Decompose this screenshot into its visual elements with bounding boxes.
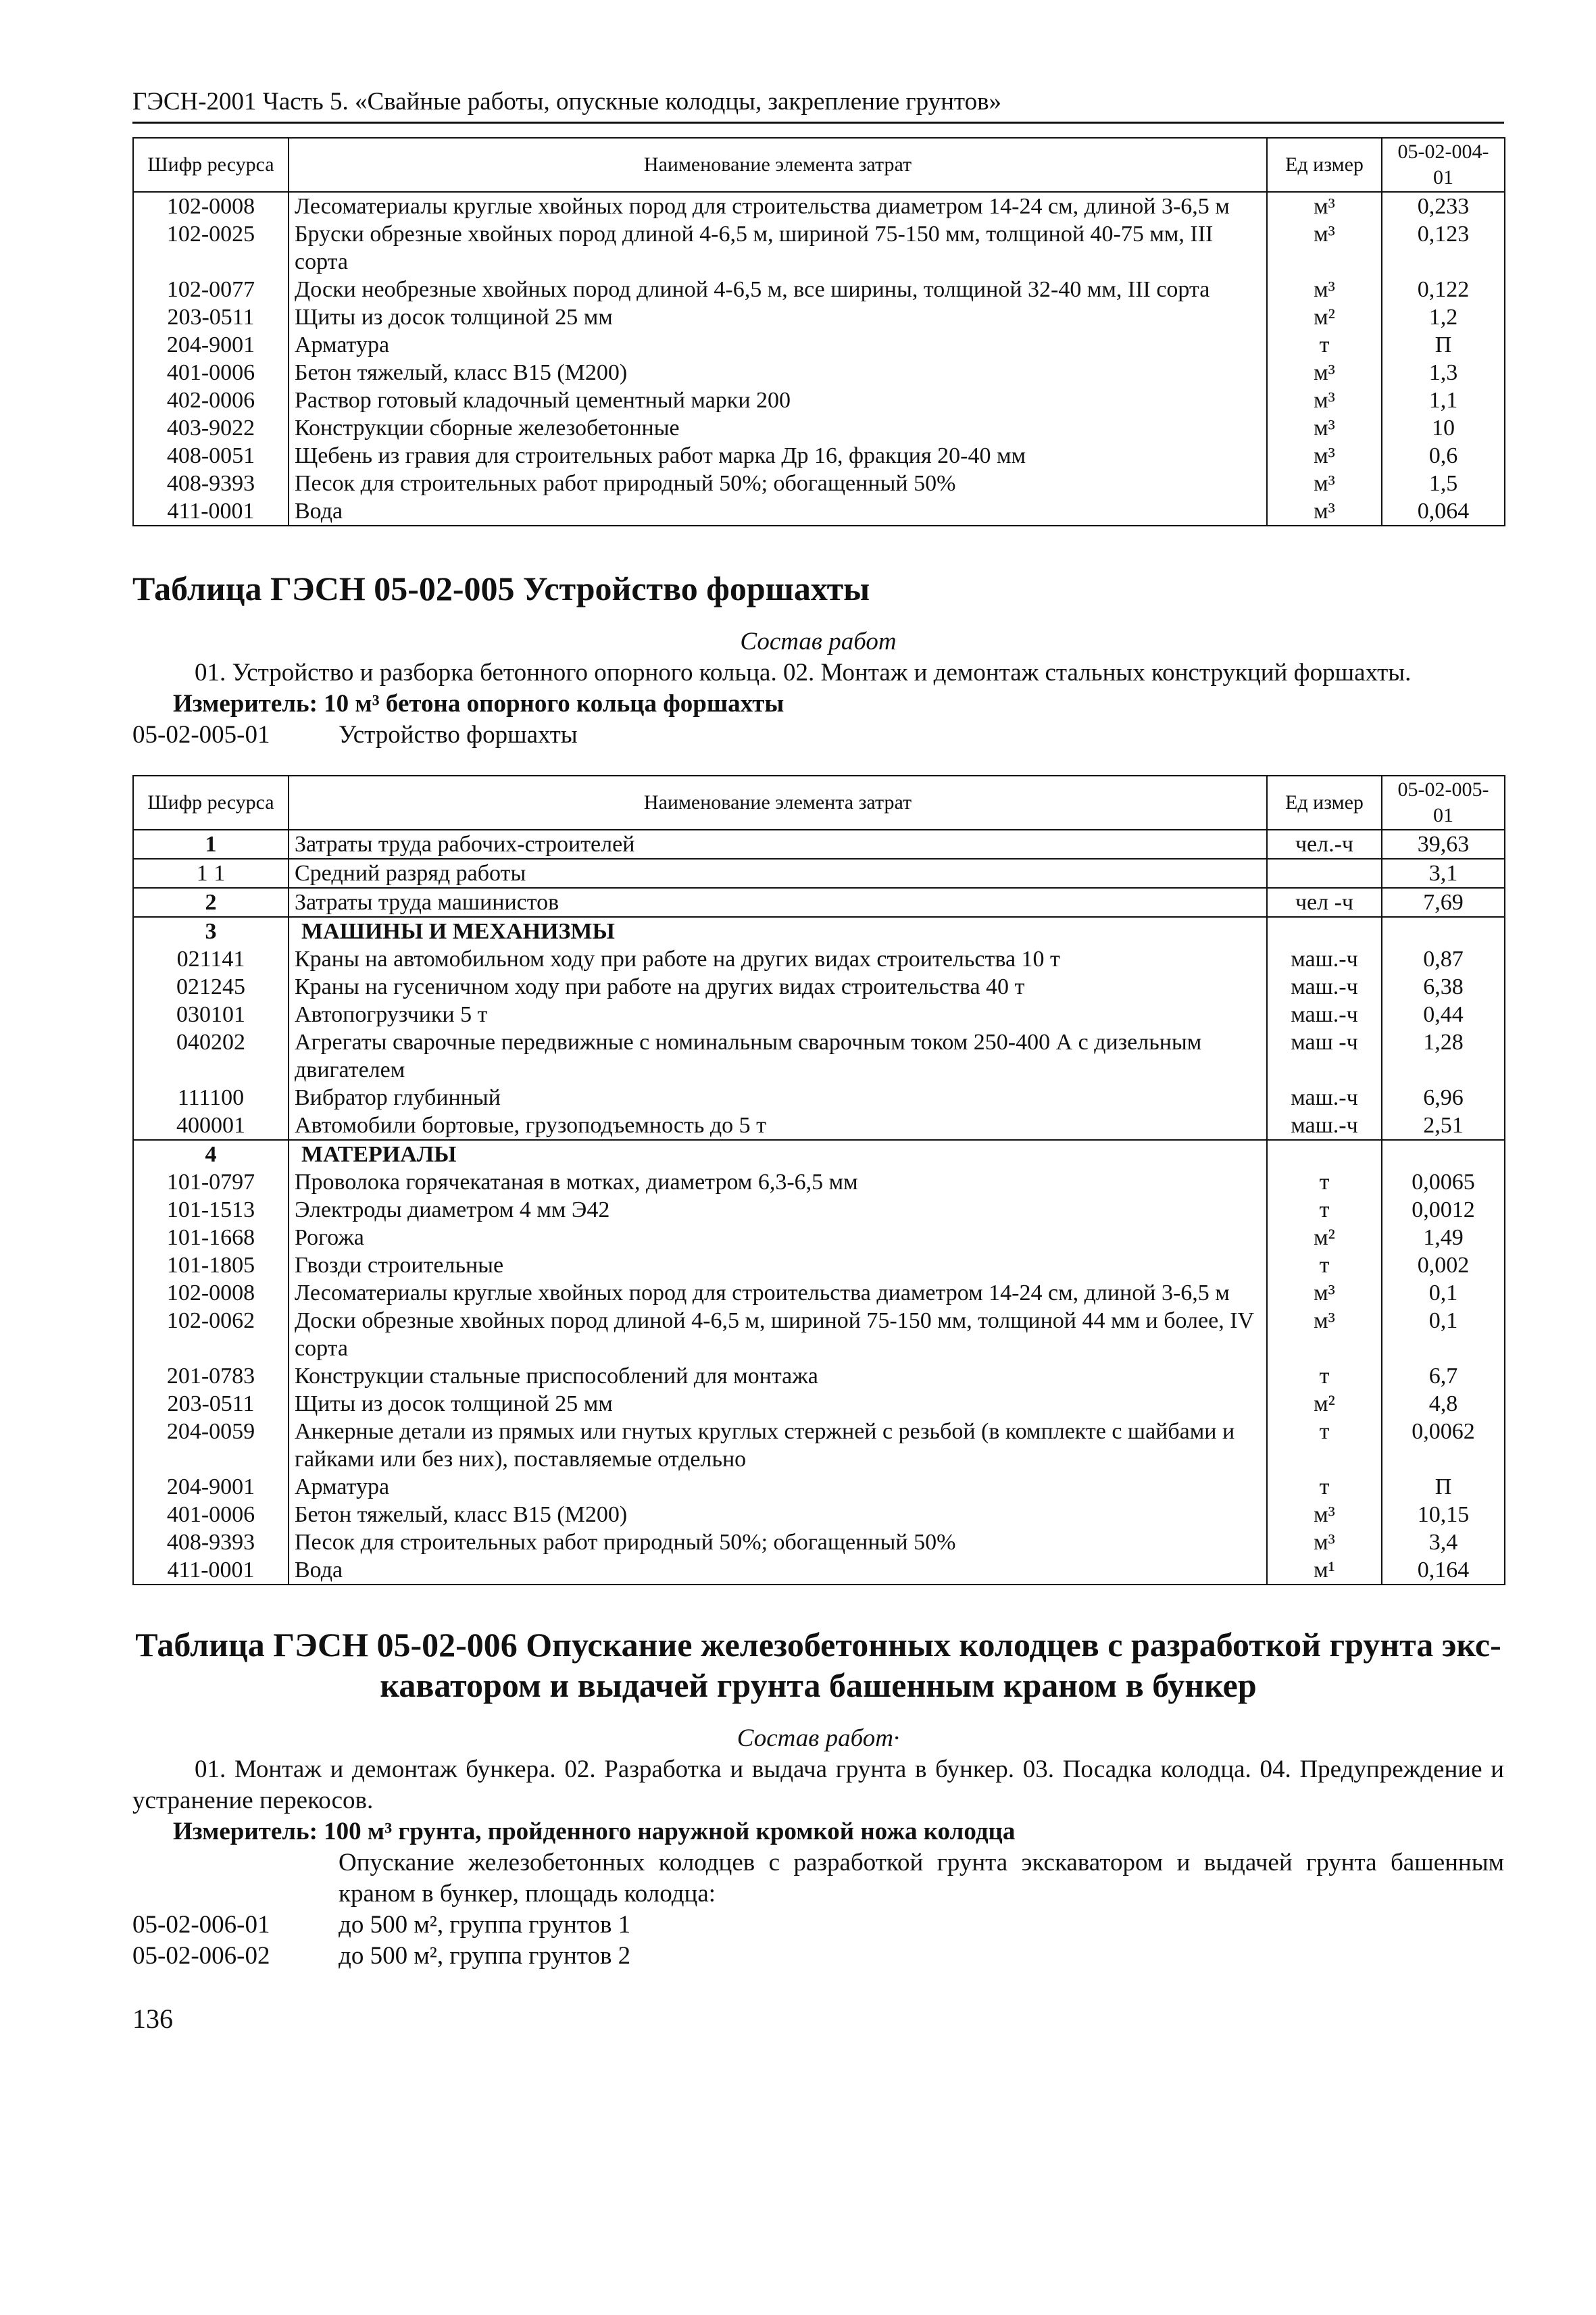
cell-unit: м³: [1267, 192, 1382, 220]
cell-name: Анкерные детали из прямых или гнутых круглых стержней с резьбой (в комплекте с шайбами и гайками или без них), поставляемые отдельно: [289, 1418, 1267, 1473]
cell-unit: м³: [1267, 470, 1382, 497]
cell-code: 021141: [133, 945, 289, 973]
measure-label: Измеритель:: [173, 1818, 318, 1845]
work-composition-label: Состав работ·: [737, 1724, 900, 1752]
cell-unit: т: [1267, 1418, 1382, 1473]
cell-value: 0,002: [1382, 1251, 1505, 1279]
cell-unit: м²: [1267, 303, 1382, 331]
cell-name: Доски необрезные хвойных пород длиной 4-6,5 м, все ширины, толщиной 32-40 мм, III сорта: [289, 276, 1267, 303]
cell-name: Раствор готовый кладочный цементный марки 200: [289, 387, 1267, 414]
measure-line: [132, 1816, 1504, 1847]
cell-unit: м³: [1267, 497, 1382, 526]
cell-value: 0,1: [1382, 1279, 1505, 1307]
cell-unit: м³: [1267, 414, 1382, 442]
cell-value: [1382, 1140, 1505, 1168]
cell-name: Доски обрезные хвойных пород длиной 4-6,5 м, шириной 75-150 мм, толщиной 44 мм и более, IV сорта: [289, 1307, 1267, 1362]
cell-value: 0,1: [1382, 1307, 1505, 1362]
cell-value: 1,5: [1382, 470, 1505, 497]
cell-code: 411-0001: [133, 497, 289, 526]
header-code: Шифр ресурса: [133, 138, 289, 192]
table-row: [133, 1307, 1505, 1362]
cell-value: 0,164: [1382, 1556, 1505, 1585]
table-row: [133, 1084, 1505, 1112]
cell-code: 102-0062: [133, 1307, 289, 1362]
cell-code: 204-9001: [133, 331, 289, 359]
cell-code: 102-0008: [133, 192, 289, 220]
table-row: [133, 1528, 1505, 1556]
cell-code: 111100: [133, 1084, 289, 1112]
table-row: [133, 973, 1505, 1001]
norm-name: Устройство форшахты: [339, 721, 578, 749]
cell-unit: м³: [1267, 220, 1382, 276]
cell-unit: маш.-ч: [1267, 945, 1382, 973]
norm-line: [132, 1910, 1504, 1941]
cell-unit: маш.-ч: [1267, 1112, 1382, 1140]
cell-value: П: [1382, 1473, 1505, 1501]
header-name: Наименование элемента затрат: [289, 138, 1267, 192]
work-composition-text: 01. Устройство и разборка бетонного опорного кольца. 02. Монтаж и демонтаж стальных конструкций форшахты.: [195, 659, 1412, 687]
cell-value: 7,69: [1382, 888, 1505, 917]
measure-text: 10 м³ бетона опорного кольца форшахты: [324, 690, 784, 718]
cell-unit: чел -ч: [1267, 888, 1382, 917]
cell-code: 101-1668: [133, 1224, 289, 1251]
table-row: [133, 1279, 1505, 1307]
cell-name: МАТЕРИАЛЫ: [289, 1140, 1267, 1168]
cell-value: П: [1382, 331, 1505, 359]
cell-value: [1382, 917, 1505, 945]
cell-value: 1,2: [1382, 303, 1505, 331]
cell-name: Конструкции сборные железобетонные: [289, 414, 1267, 442]
cell-name: Щиты из досок толщиной 25 мм: [289, 1390, 1267, 1418]
cell-name: Арматура: [289, 1473, 1267, 1501]
cell-value: 1,1: [1382, 387, 1505, 414]
table-row: [133, 1001, 1505, 1028]
table-row: [133, 1224, 1505, 1251]
cell-value: 6,96: [1382, 1084, 1505, 1112]
cell-unit: т: [1267, 1473, 1382, 1501]
cell-code: 408-9393: [133, 470, 289, 497]
table-row: [133, 1140, 1505, 1168]
header-name: Наименование элемента затрат: [289, 776, 1267, 830]
cell-code: 3: [133, 917, 289, 945]
cell-code: 402-0006: [133, 387, 289, 414]
header-code: Шифр ресурса: [133, 776, 289, 830]
cell-unit: маш -ч: [1267, 1028, 1382, 1084]
norm-code: 05-02-006-01: [132, 1911, 270, 1939]
cell-value: 10: [1382, 414, 1505, 442]
page-number: 136: [132, 2003, 173, 2034]
cell-value: 2,51: [1382, 1112, 1505, 1140]
header-unit: Ед измер: [1267, 138, 1382, 192]
cell-name: Бетон тяжелый, класс В15 (М200): [289, 359, 1267, 387]
table-row: [133, 1168, 1505, 1196]
table-row: [133, 1196, 1505, 1224]
norm-code: 05-02-005-01: [132, 721, 270, 749]
cell-value: 0,0065: [1382, 1168, 1505, 1196]
section-title-006-line2: каватором и выдачей грунта башенным краном в бункер: [380, 1666, 1257, 1704]
norm-name: до 500 м², группа грунтов 1: [339, 1911, 631, 1939]
cell-code: 411-0001: [133, 1556, 289, 1585]
table-row: [133, 470, 1505, 497]
cell-unit: т: [1267, 1362, 1382, 1390]
header-norm-code: 05-02-005-01: [1382, 776, 1505, 830]
cell-name: Конструкции стальные приспособлений для монтажа: [289, 1362, 1267, 1390]
table-row: [133, 859, 1505, 888]
cell-unit: маш.-ч: [1267, 1001, 1382, 1028]
cell-value: 0,0062: [1382, 1418, 1505, 1473]
cell-unit: чел.-ч: [1267, 830, 1382, 859]
cell-name: Лесоматериалы круглые хвойных пород для строительства диаметром 14-24 см, длиной 3-6,5 м: [289, 1279, 1267, 1307]
cell-value: 3,1: [1382, 859, 1505, 888]
work-composition-text: 01. Монтаж и демонтаж бункера. 02. Разработка и выдача грунта в бункер. 03. Посадка колодца. 04. Предупреждение и устранение перекосов.: [132, 1756, 1504, 1814]
norm-line: [132, 1941, 1504, 1972]
cell-code: 102-0077: [133, 276, 289, 303]
cell-value: 10,15: [1382, 1501, 1505, 1528]
cell-name: Краны на гусеничном ходу при работе на других видах строительства 40 т: [289, 973, 1267, 1001]
cell-name: МАШИНЫ И МЕХАНИЗМЫ: [289, 917, 1267, 945]
resource-table-05-02-004: [132, 137, 1505, 526]
norm-description: Опускание железобетонных колодцев с разработкой грунта экскаватором и выдачей грунта башенным краном в бункер, площадь колодца:: [339, 1849, 1504, 1908]
table-row: [133, 414, 1505, 442]
cell-code: 403-9022: [133, 414, 289, 442]
table-row: [133, 303, 1505, 331]
cell-unit: м²: [1267, 1224, 1382, 1251]
table-row: [133, 1390, 1505, 1418]
cell-name: Рогожа: [289, 1224, 1267, 1251]
cell-unit: т: [1267, 1251, 1382, 1279]
work-composition-label: Состав работ: [740, 628, 897, 655]
table-row: [133, 359, 1505, 387]
cell-value: 0,44: [1382, 1001, 1505, 1028]
cell-value: 0,87: [1382, 945, 1505, 973]
table-row: [133, 917, 1505, 945]
cell-name: Щебень из гравия для строительных работ марка Др 16, фракция 20-40 мм: [289, 442, 1267, 470]
cell-name: Лесоматериалы круглые хвойных пород для строительства диаметром 14-24 см, длиной 3-6,5 м: [289, 192, 1267, 220]
cell-value: 0,0012: [1382, 1196, 1505, 1224]
cell-code: 2: [133, 888, 289, 917]
table-row: [133, 830, 1505, 859]
table-body: [133, 830, 1505, 1585]
cell-name: Проволока горячекатаная в мотках, диаметром 6,3-6,5 мм: [289, 1168, 1267, 1196]
table-row: [133, 1556, 1505, 1585]
cell-name: Песок для строительных работ природный 50%; обогащенный 50%: [289, 1528, 1267, 1556]
cell-value: 0,233: [1382, 192, 1505, 220]
cell-unit: м³: [1267, 1279, 1382, 1307]
table-row: [133, 497, 1505, 526]
cell-name: Вода: [289, 497, 1267, 526]
cell-name: Затраты труда машинистов: [289, 888, 1267, 917]
cell-code: 408-0051: [133, 442, 289, 470]
cell-value: 0,064: [1382, 497, 1505, 526]
cell-name: Щиты из досок толщиной 25 мм: [289, 303, 1267, 331]
cell-value: 0,6: [1382, 442, 1505, 470]
table-row: [133, 1418, 1505, 1473]
cell-unit: маш.-ч: [1267, 1084, 1382, 1112]
cell-unit: м¹: [1267, 1556, 1382, 1585]
table-row: [133, 220, 1505, 276]
section-title-006-line1: Таблица ГЭСН 05-02-006 Опускание железобетонных колодцев с разработкой грунта экс-: [135, 1626, 1501, 1664]
table-row: [133, 1473, 1505, 1501]
cell-unit: м³: [1267, 1307, 1382, 1362]
cell-unit: м³: [1267, 387, 1382, 414]
cell-code: 204-0059: [133, 1418, 289, 1473]
cell-name: Арматура: [289, 331, 1267, 359]
measure-label: Измеритель:: [173, 690, 318, 718]
cell-value: 4,8: [1382, 1390, 1505, 1418]
norm-line: [132, 720, 1504, 751]
cell-value: 1,49: [1382, 1224, 1505, 1251]
cell-code: 101-0797: [133, 1168, 289, 1196]
cell-unit: маш.-ч: [1267, 973, 1382, 1001]
cell-unit: т: [1267, 331, 1382, 359]
cell-code: 401-0006: [133, 359, 289, 387]
cell-code: 400001: [133, 1112, 289, 1140]
cell-name: Гвозди строительные: [289, 1251, 1267, 1279]
cell-unit: м³: [1267, 359, 1382, 387]
cell-code: 201-0783: [133, 1362, 289, 1390]
cell-unit: [1267, 859, 1382, 888]
resource-table-05-02-005: [132, 775, 1505, 1585]
table-row: [133, 1028, 1505, 1084]
header-unit: Ед измер: [1267, 776, 1382, 830]
cell-value: 1,3: [1382, 359, 1505, 387]
cell-value: 3,4: [1382, 1528, 1505, 1556]
cell-name: Затраты труда рабочих-строителей: [289, 830, 1267, 859]
cell-code: 040202: [133, 1028, 289, 1084]
cell-unit: м³: [1267, 276, 1382, 303]
cell-name: Песок для строительных работ природный 50%; обогащенный 50%: [289, 470, 1267, 497]
cell-unit: м²: [1267, 1390, 1382, 1418]
measure-line: [132, 689, 1504, 720]
table-row: [133, 1112, 1505, 1140]
cell-code: 102-0008: [133, 1279, 289, 1307]
section-title-006: [132, 1624, 1504, 1706]
cell-name: Агрегаты сварочные передвижные с номинальным сварочным током 250-400 А с дизельным двигателем: [289, 1028, 1267, 1084]
cell-code: 204-9001: [133, 1473, 289, 1501]
cell-value: 39,63: [1382, 830, 1505, 859]
running-header: ГЭСН-2001 Часть 5. «Свайные работы, опускные колодцы, закрепление грунтов»: [132, 86, 1504, 124]
cell-code: 203-0511: [133, 303, 289, 331]
cell-code: 408-9393: [133, 1528, 289, 1556]
cell-name: Электроды диаметром 4 мм Э42: [289, 1196, 1267, 1224]
header-norm-code: 05-02-004-01: [1382, 138, 1505, 192]
norm-name: до 500 м², группа грунтов 2: [339, 1942, 631, 1970]
table-row: [133, 1251, 1505, 1279]
cell-unit: т: [1267, 1168, 1382, 1196]
cell-name: Средний разряд работы: [289, 859, 1267, 888]
cell-value: 1,28: [1382, 1028, 1505, 1084]
cell-unit: м³: [1267, 442, 1382, 470]
cell-name: Автопогрузчики 5 т: [289, 1001, 1267, 1028]
cell-code: 101-1805: [133, 1251, 289, 1279]
cell-value: 0,122: [1382, 276, 1505, 303]
cell-code: 203-0511: [133, 1390, 289, 1418]
table-body: [133, 192, 1505, 526]
cell-unit: м³: [1267, 1528, 1382, 1556]
cell-unit: м³: [1267, 1501, 1382, 1528]
cell-unit: [1267, 1140, 1382, 1168]
cell-code: 101-1513: [133, 1196, 289, 1224]
document-page: [132, 86, 1504, 2035]
cell-unit: т: [1267, 1196, 1382, 1224]
cell-code: 102-0025: [133, 220, 289, 276]
cell-name: Бруски обрезные хвойных пород длиной 4-6,5 м, шириной 75-150 мм, толщиной 40-75 мм, III сорта: [289, 220, 1267, 276]
cell-name: Бетон тяжелый, класс В15 (М200): [289, 1501, 1267, 1528]
cell-code: 1: [133, 830, 289, 859]
norm-code: 05-02-006-02: [132, 1942, 270, 1970]
cell-name: Вода: [289, 1556, 1267, 1585]
table-row: [133, 888, 1505, 917]
cell-code: 030101: [133, 1001, 289, 1028]
cell-name: Автомобили бортовые, грузоподъемность до 5 т: [289, 1112, 1267, 1140]
cell-code: 1 1: [133, 859, 289, 888]
section-title-005: Таблица ГЭСН 05-02-005 Устройство форшахты: [132, 570, 870, 607]
cell-code: 4: [133, 1140, 289, 1168]
table-row: [133, 331, 1505, 359]
measure-text: 100 м³ грунта, пройденного наружной кромкой ножа колодца: [324, 1818, 1016, 1845]
cell-name: Вибратор глубинный: [289, 1084, 1267, 1112]
cell-value: 0,123: [1382, 220, 1505, 276]
cell-code: 021245: [133, 973, 289, 1001]
cell-name: Краны на автомобильном ходу при работе на других видах строительства 10 т: [289, 945, 1267, 973]
table-row: [133, 1362, 1505, 1390]
cell-code: 401-0006: [133, 1501, 289, 1528]
table-row: [133, 192, 1505, 220]
table-row: [133, 387, 1505, 414]
table-row: [133, 1501, 1505, 1528]
cell-value: 6,7: [1382, 1362, 1505, 1390]
table-row: [133, 442, 1505, 470]
cell-unit: [1267, 917, 1382, 945]
cell-value: 6,38: [1382, 973, 1505, 1001]
table-row: [133, 276, 1505, 303]
table-row: [133, 945, 1505, 973]
